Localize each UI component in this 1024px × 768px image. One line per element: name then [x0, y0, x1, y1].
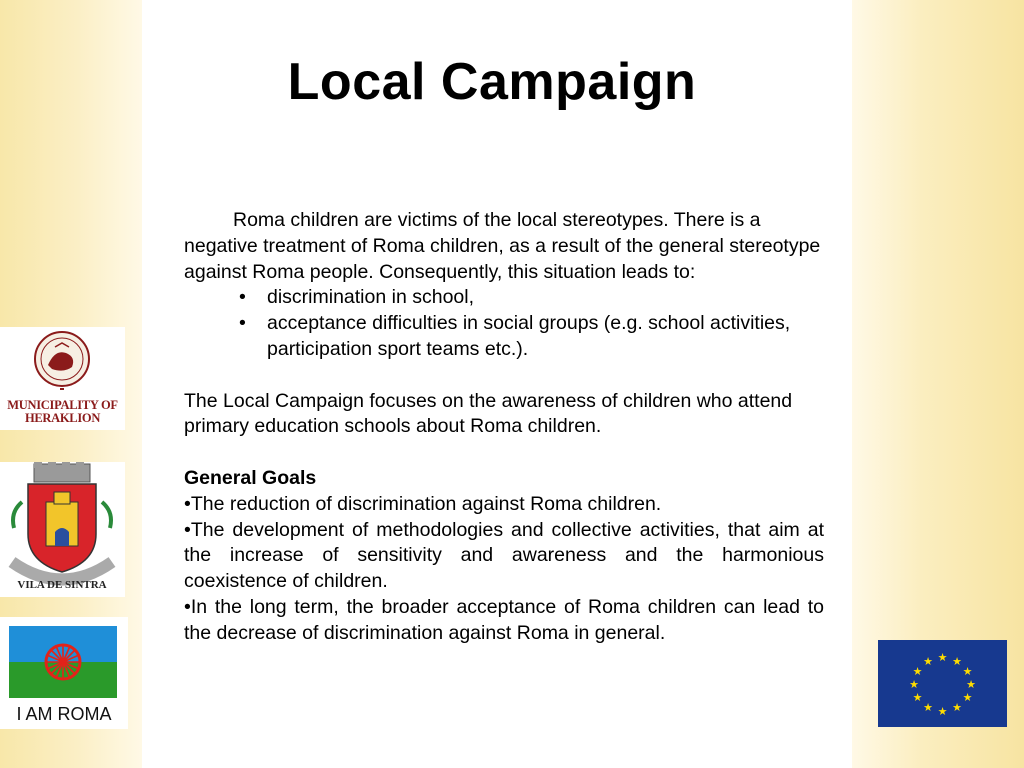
svg-text:★: ★: [923, 701, 933, 714]
spacer: [184, 363, 824, 389]
roma-label: I AM ROMA: [16, 704, 112, 724]
heraklion-logo: [0, 327, 125, 430]
bullet-marker: •: [239, 312, 246, 335]
sintra-coat-of-arms-icon: [0, 462, 125, 597]
i-am-roma-logo: [0, 617, 128, 729]
slide-title: Local Campaign: [287, 53, 697, 111]
spacer: [184, 440, 824, 466]
list-item: [184, 285, 824, 311]
svg-text:★: ★: [962, 691, 973, 704]
svg-text:★: ★: [966, 678, 976, 691]
svg-text:★: ★: [923, 655, 933, 668]
svg-text:★: ★: [912, 691, 923, 704]
svg-text:★: ★: [952, 655, 962, 668]
goal-item: •In the long term, the broader acceptance of Roma children can lead to the decrease of discrimination against Roma in general.: [184, 595, 824, 644]
list-item-text: acceptance difficulties in social groups (e.g. school activities, participation sport teams etc.).: [267, 312, 791, 360]
intro-paragraph: Roma children are victims of the local stereotypes. There is a negative treatment of Roma children, as a result of the general stereotype against Roma people. Consequently, this situation leads to:: [184, 209, 821, 283]
focus-paragraph: The Local Campaign focuses on the awareness of children who attend primary education schools about Roma children.: [184, 389, 793, 438]
list-item-text: discrimination in school,: [267, 286, 475, 309]
svg-text:★: ★: [909, 678, 919, 691]
svg-text:★: ★: [912, 665, 923, 678]
heraklion-seal-icon: [0, 327, 125, 397]
eu-flag: [878, 640, 1007, 727]
heraklion-name: [0, 399, 125, 425]
heraklion-line1: MUNICIPALITY OF: [7, 398, 118, 412]
roma-flag-icon: [9, 626, 117, 698]
goal-item: •The reduction of discrimination against Roma children.: [184, 492, 662, 515]
sintra-label: VILA DE SINTRA: [17, 579, 107, 591]
sintra-logo: [0, 462, 125, 597]
svg-text:★: ★: [952, 701, 962, 714]
slide-body: [184, 208, 824, 647]
eu-flag-icon: [878, 640, 1007, 727]
consequence-list: [184, 285, 824, 362]
svg-text:★: ★: [937, 651, 948, 664]
list-item: [184, 311, 824, 363]
svg-text:★: ★: [962, 665, 973, 678]
goals-heading: General Goals: [184, 466, 317, 489]
goal-item: •The development of methodologies and collective activities, that aim at the increase of sensitivity and awareness and the harmonious coexistence of children.: [184, 518, 824, 593]
heraklion-line2: HERAKLION: [24, 411, 101, 425]
bullet-marker: •: [239, 286, 246, 309]
svg-text:★: ★: [937, 705, 948, 718]
